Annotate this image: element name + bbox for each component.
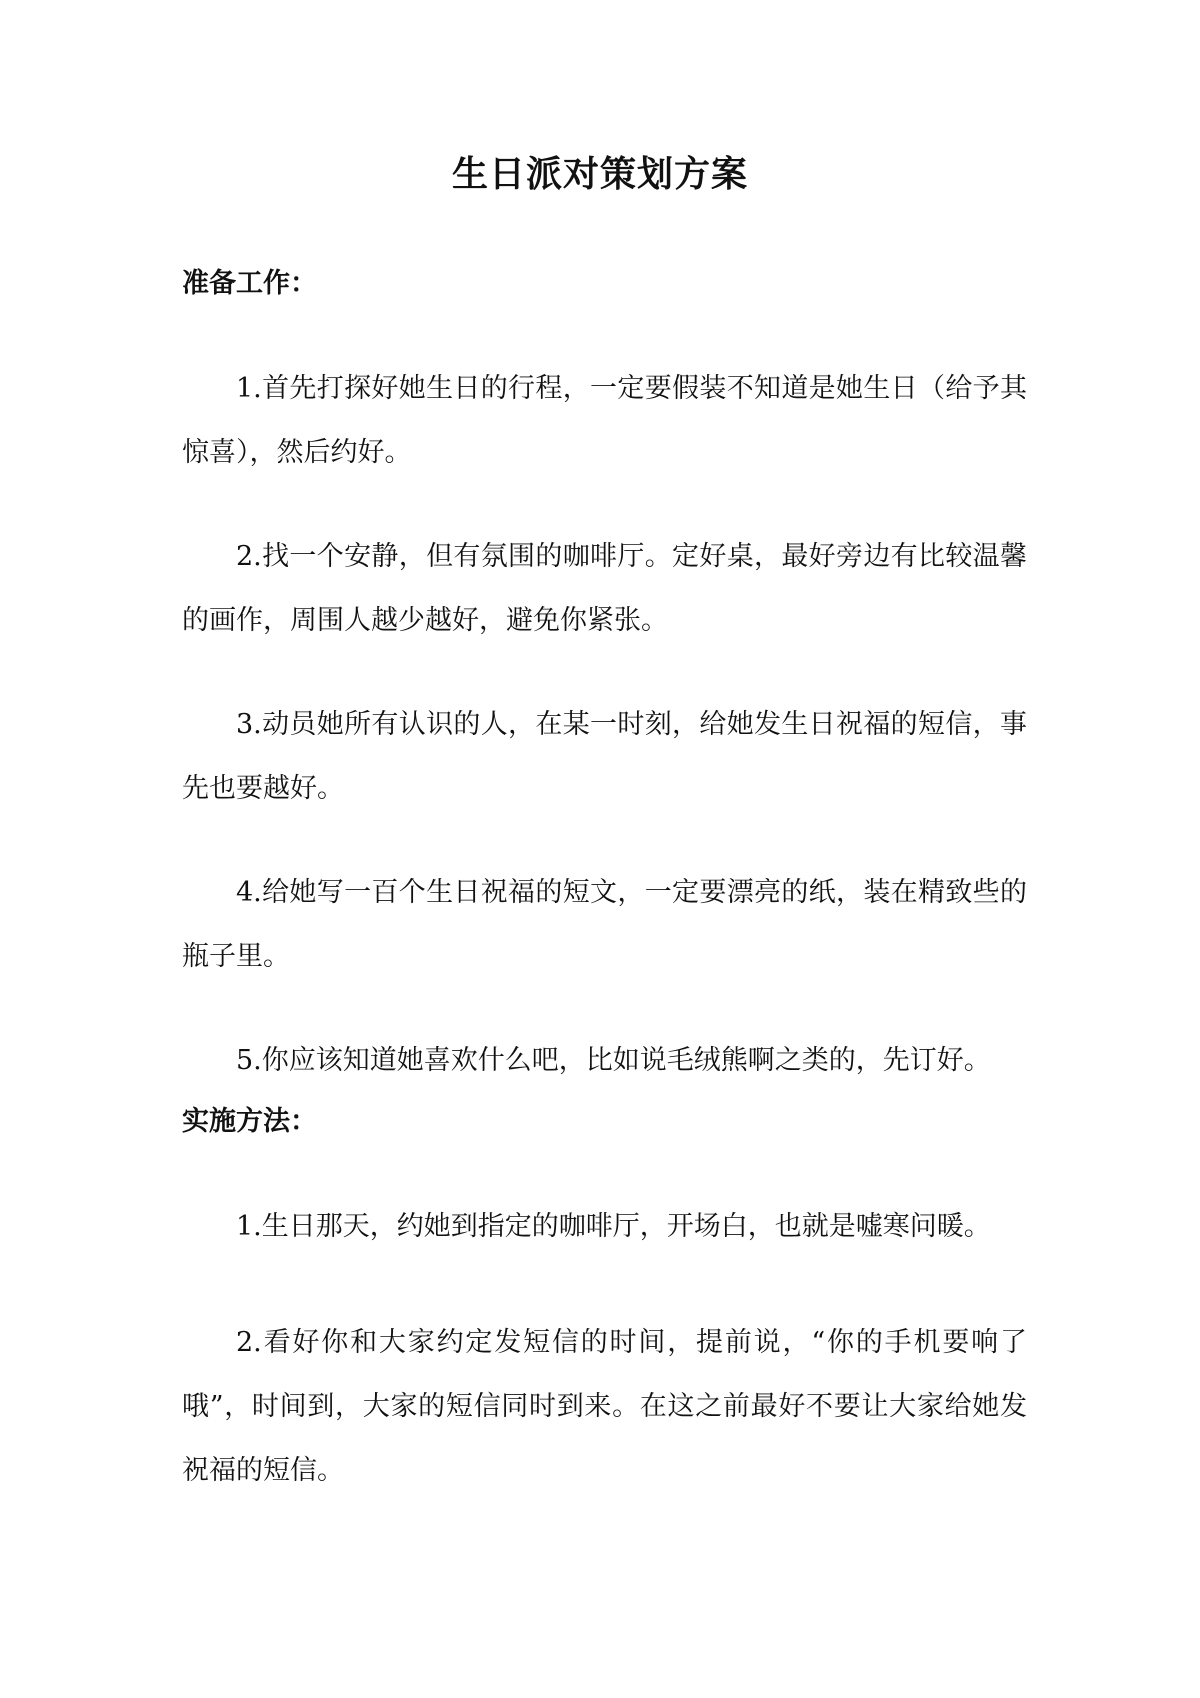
section-heading-preparation: 准备工作： xyxy=(182,268,317,299)
paragraph: 4.给她写一百个生日祝福的短文，一定要漂亮的纸，装在精致些的瓶子里。 xyxy=(182,877,1027,972)
paragraph: 1.生日那天，约她到指定的咖啡厅，开场白，也就是嘘寒问暖。 xyxy=(236,1211,991,1242)
paragraph: 5.你应该知道她喜欢什么吧，比如说毛绒熊啊之类的，先订好。 xyxy=(236,1045,991,1076)
paragraph: 2.找一个安静，但有氛围的咖啡厅。定好桌，最好旁边有比较温馨的画作，周围人越少越好，避免你紧张。 xyxy=(182,541,1027,636)
paragraph: 3.动员她所有认识的人，在某一时刻，给她发生日祝福的短信，事先也要越好。 xyxy=(182,709,1027,804)
paragraph: 2.看好你和大家约定发短信的时间，提前说，“你的手机要响了哦”，时间到，大家的短信同时到来。在这之前最好不要让大家给她发祝福的短信。 xyxy=(182,1327,1027,1486)
paragraph: 1.首先打探好她生日的行程，一定要假装不知道是她生日（给予其惊喜），然后约好。 xyxy=(182,373,1027,468)
section-heading-implementation: 实施方法： xyxy=(182,1106,317,1137)
document-title: 生日派对策划方案 xyxy=(451,153,748,195)
